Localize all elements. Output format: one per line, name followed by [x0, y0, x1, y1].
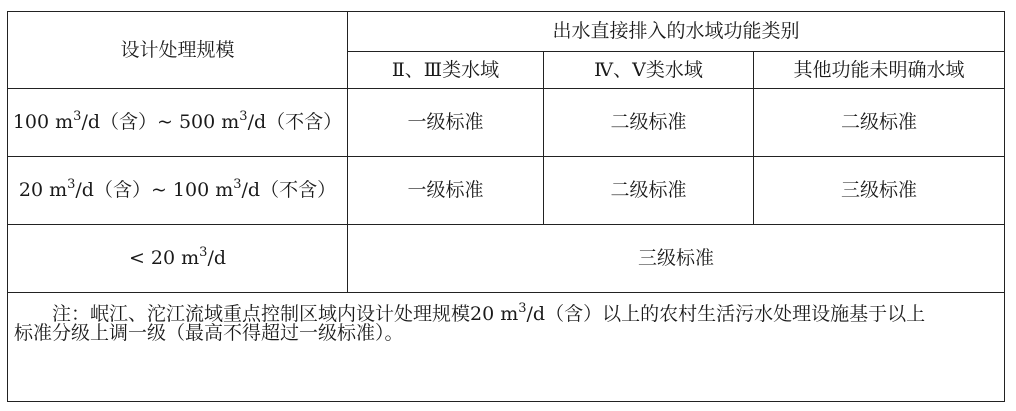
row-scale-cell: [8, 225, 348, 293]
table-cell-merged: 三级标准: [348, 225, 1005, 293]
header-column-other: 其他功能未明确水域: [754, 52, 1005, 89]
scale-text-post: /d: [207, 247, 227, 269]
row-scale-cell: [8, 157, 348, 225]
note-row: [8, 293, 1005, 402]
header-row-top: [8, 12, 1005, 52]
standards-table-container: [7, 11, 1004, 398]
scale-text-mid: /d（含）~ 100 m: [75, 179, 234, 201]
table-row: [8, 157, 1005, 225]
scale-text-post: /d（不含）: [241, 179, 337, 201]
note-superscript: 3: [518, 301, 527, 316]
table-cell: 三级标准: [754, 157, 1005, 225]
scale-text-pre: 20 m: [18, 179, 68, 201]
table-cell: 一级标准: [348, 157, 544, 225]
table-row: [8, 225, 1005, 293]
row-scale-cell: [8, 89, 348, 157]
scale-text-pre: < 20 m: [128, 247, 200, 269]
discharge-standards-table: [7, 11, 1005, 402]
scale-superscript: 3: [233, 177, 242, 192]
table-cell: 二级标准: [544, 89, 754, 157]
note-line1-post: /d（含）以上的农村生活污水处理设施基于以上: [526, 303, 926, 325]
header-column-class-4-5: Ⅳ、Ⅴ类水域: [544, 52, 754, 89]
note-line1-pre: 注：岷江、沱江流域重点控制区域内设计处理规模20 m: [52, 303, 519, 325]
scale-superscript: 3: [239, 109, 248, 124]
scale-superscript: 3: [73, 109, 82, 124]
scale-text-pre: 100 m: [12, 111, 74, 133]
scale-superscript: 3: [199, 245, 208, 260]
header-scale-label: 设计处理规模: [8, 12, 348, 89]
table-row: [8, 89, 1005, 157]
table-note: [8, 293, 1005, 402]
header-column-class-2-3: Ⅱ、Ⅲ类水域: [348, 52, 544, 89]
note-line2: 标准分级上调一级（最高不得超过一级标准）。: [14, 322, 404, 344]
scale-text-post: /d（不含）: [247, 111, 343, 133]
table-cell: 二级标准: [754, 89, 1005, 157]
scale-superscript: 3: [67, 177, 76, 192]
table-cell: 二级标准: [544, 157, 754, 225]
scale-text-mid: /d（含）~ 500 m: [81, 111, 240, 133]
header-water-function-group: 出水直接排入的水域功能类别: [348, 12, 1005, 52]
table-cell: 一级标准: [348, 89, 544, 157]
